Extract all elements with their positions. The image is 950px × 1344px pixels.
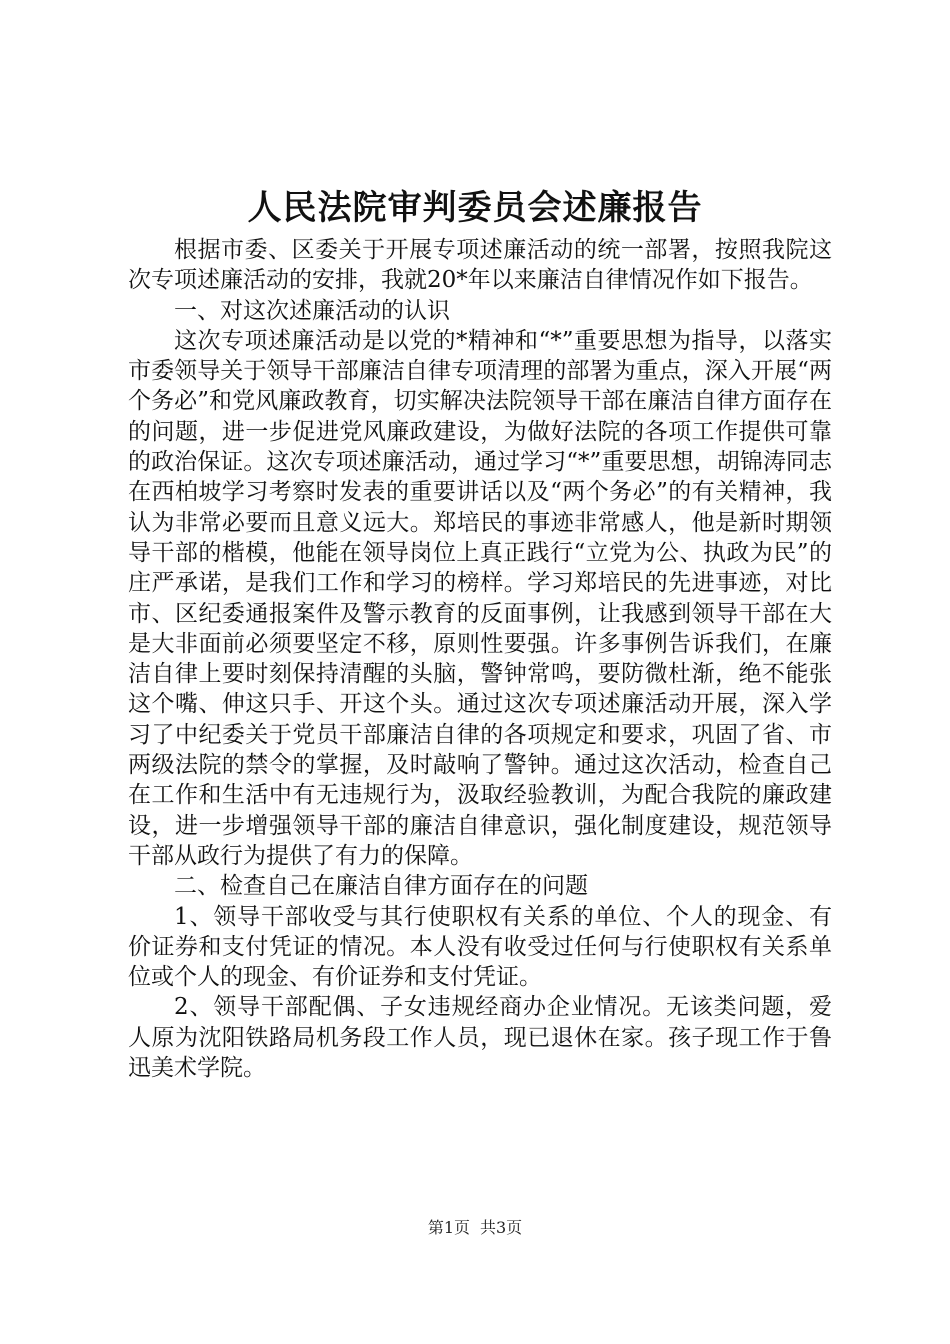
paragraph-item-2: 2、领导干部配偶、子女违规经商办企业情况。无该类问题，爱人原为沈阳铁路局机务段工作人员，现已退休在家。孩子现工作于鲁迅美术学院。	[128, 994, 832, 1082]
paragraph-item-1: 1、领导干部收受与其行使职权有关系的单位、个人的现金、有价证券和支付凭证的情况。本人没有收受过任何与行使职权有关系单位或个人的现金、有价证券和支付凭证。	[128, 903, 832, 991]
paragraph-section-1: 这次专项述廉活动是以党的*精神和“*”重要思想为指导，以落实市委领导关于领导干部廉洁自律专项清理的部署为重点，深入开展“两个务必”和党风廉政教育，切实解决法院领导干部在廉洁自律方面存在的问题，进一步促进党风廉政建设，为做好法院的各项工作提供可靠的政治保证。这次专项述廉活动，通过学习“*”重要思想，胡锦涛同志在西柏坡学习考察时发表的重要讲话以及“两个务必”的有关精神，我认为非常必要而且意义远大。郑培民的事迹非常感人，他是新时期领导干部的楷模，他能在领导岗位上真正践行“立党为公、执政为民”的庄严承诺，是我们工作和学习的榜样。学习郑培民的先进事迹，对比市、区纪委通报案件及警示教育的反面事例，让我感到领导干部在大是大非面前必须要坚定不移，原则性要强。许多事例告诉我们，在廉洁自律上要时刻保持清醒的头脑，警钟常鸣，要防微杜渐，绝不能张这个嘴、伸这只手、开这个头。通过这次专项述廉活动开展，深入学习了中纪委关于党员干部廉洁自律的各项规定和要求，巩固了省、市两级法院的禁令的掌握，及时敲响了警钟。通过这次活动，检查自己在工作和生活中有无违规行为，汲取经验教训，为配合我院的廉政建设，进一步增强领导干部的廉洁自律意识，强化制度建设，规范领导干部从政行为提供了有力的保障。	[128, 327, 832, 869]
page-total: 共3页	[480, 1218, 523, 1237]
document-body	[128, 235, 832, 1083]
page-footer	[0, 1217, 950, 1239]
paragraph-intro: 根据市委、区委关于开展专项述廉活动的统一部署，按照我院这次专项述廉活动的安排，我就20*年以来廉洁自律情况作如下报告。	[128, 237, 832, 294]
section-heading-2: 二、检查自己在廉洁自律方面存在的问题	[174, 873, 588, 900]
page-number: 第1页	[427, 1218, 470, 1237]
section-heading-1: 一、对这次述廉活动的认识	[174, 297, 450, 324]
document-title: 人民法院审判委员会述廉报告	[247, 188, 703, 228]
